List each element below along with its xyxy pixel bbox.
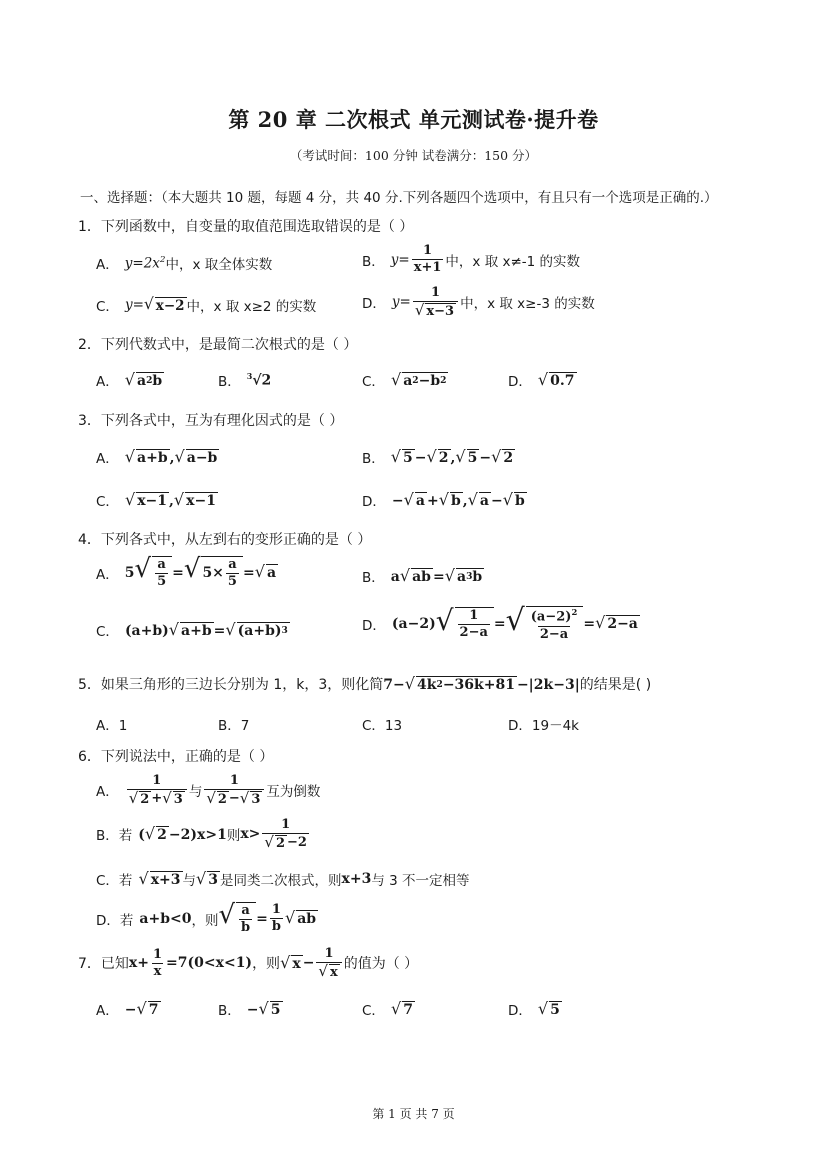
page-title: 第 20 章 二次根式 单元测试卷·提升卷 (228, 107, 599, 132)
question-4-stem: 4．下列各式中，从左到右的变形正确的是（ ） (78, 532, 372, 548)
q1-option-b[interactable]: B． y= $\frac{1}{x+1}$ 中，x 取 x≠-1 的实数 (362, 243, 581, 276)
q7-option-a[interactable]: A． − √ 7 (96, 998, 159, 1019)
q2-option-c[interactable]: C． √ a 2 −b 2 (362, 369, 447, 390)
q5-option-b[interactable]: B．7 (218, 718, 250, 734)
q5-option-d[interactable]: D．19－4k (508, 718, 579, 734)
formula: 7− √ 4k 2 −36k+81 −|2k−3| (383, 673, 580, 693)
q6-option-a[interactable]: A． 1 √ 2 + √ 3 与 1 √ 2 − √ 3 互为倒数 (96, 773, 321, 808)
q3-option-a[interactable]: A． √ a+b , √ a−b (96, 446, 218, 467)
q7-option-d[interactable]: D． √ 5 (508, 998, 560, 1019)
formula: y= (390, 251, 410, 268)
q2-option-d[interactable]: D． √ 0.7 (508, 369, 575, 390)
q4-option-d[interactable]: D． (a−2) √ $\frac{1}{2-a}$ = √ $\frac{(a-2)^2}{2-a}$ = √ 2−a (362, 603, 638, 642)
exam-info: （考试时间：100 分钟 试卷满分：150 分） (289, 148, 538, 163)
q2-option-b[interactable]: B． $^3$√2 (218, 371, 272, 390)
q3-option-c[interactable]: C． √ x−1 , √ x−1 (96, 489, 216, 510)
question-2-stem: 2．下列代数式中，是最简二次根式的是（ ） (78, 337, 358, 353)
q1-option-d[interactable]: D． y= 1 √ x−3 中，x 取 x≥-3 的实数 (362, 285, 595, 320)
q6-option-b[interactable]: B．若 ( √ 2 −2)x>1 则 x> 1 √ 2 −2 (96, 817, 307, 852)
formula: $y=2x^2$ (124, 254, 166, 272)
page-footer: 第 1 页 共 7 页 (372, 1107, 455, 1121)
question-6-stem: 6．下列说法中，正确的是（ ） (78, 749, 274, 765)
fraction: $\frac{1}{x+1}$ (413, 243, 442, 276)
section-heading: 一、选择题：（本大题共 10 题，每题 4 分，共 40 分.下列各题四个选项中，有且只有一个选项是正确的.） (80, 190, 718, 206)
q3-option-d[interactable]: D． − √ a + √ b , √ a − √ b (362, 489, 525, 510)
question-7-stem: 7．已知 x+ $\frac{1}{x}$ =7(0<x<1) ，则 √ x − 1 √ x 的值为（ ） (78, 946, 419, 981)
q6-option-d[interactable]: D．若 a+b<0 ，则 √ $\frac{a}{b}$ = $\frac{1}{b}$ √ ab (96, 900, 317, 936)
q5-option-a[interactable]: A．1 (96, 718, 128, 734)
q3-option-b[interactable]: B． √ 5 − √ 2 , √ 5 − √ 2 (362, 446, 514, 467)
q4-option-a[interactable]: A． 5 √ $\frac{a}{5}$ = √ 5× $\frac{a}{5}$ = √ a (96, 554, 277, 590)
question-3-stem: 3．下列各式中，互为有理化因式的是（ ） (78, 413, 344, 429)
fraction: 1 √ x−3 (413, 286, 458, 319)
q1-option-a[interactable]: A． $y=2x^2$ 中，x 取全体实数 (96, 254, 273, 273)
question-1-stem: 1．下列函数中，自变量的取值范围选取错误的是（ ） (78, 219, 414, 235)
q7-option-c[interactable]: C． √ 7 (362, 998, 413, 1019)
question-5-stem: 5．如果三角形的三边长分别为 1，k，3，则化简 7− √ 4k 2 −36k+81 −|2k−3| 的结果是( ) (78, 673, 652, 693)
q4-option-c[interactable]: C． (a+b) √ a+b = √ (a+b) 3 (96, 619, 288, 640)
q2-option-a[interactable]: A． √ a 2 b (96, 369, 163, 390)
q4-option-b[interactable]: B． a √ ab = √ a 3 b (362, 565, 483, 586)
q5-option-c[interactable]: C．13 (362, 718, 403, 734)
q6-option-c[interactable]: C．若 √ x+3 与 √ 3 是同类二次根式，则 x+3 与 3 不一定相等 (96, 868, 470, 889)
q1-option-c[interactable]: C． y= √ x−2 中，x 取 x≥2 的实数 (96, 294, 317, 315)
q7-option-b[interactable]: B． − √ 5 (218, 998, 281, 1019)
radical: √ x−2 (143, 294, 185, 314)
